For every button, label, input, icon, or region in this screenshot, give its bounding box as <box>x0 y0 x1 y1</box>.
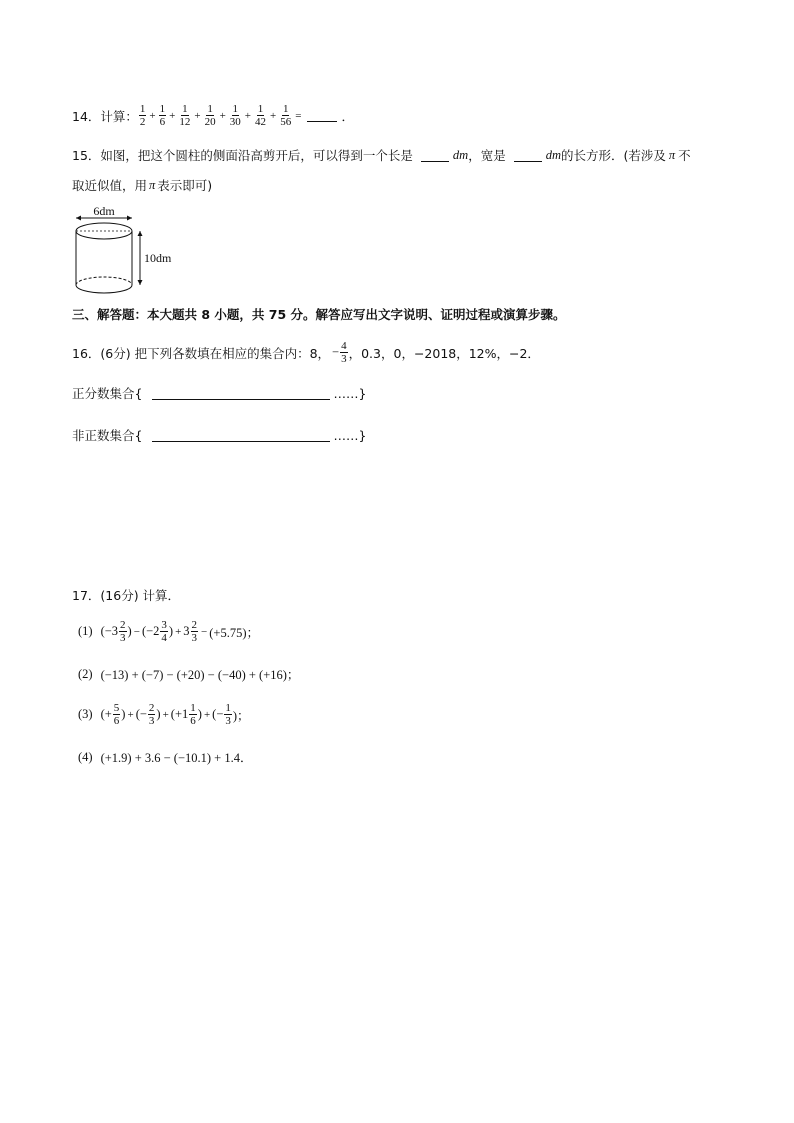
q14-plus: + <box>169 109 176 122</box>
q14-fraction <box>254 103 267 128</box>
cylinder-bottom-back <box>76 277 132 285</box>
q14-frac-num: 1 <box>257 103 264 115</box>
q16-frac-num: 4 <box>341 340 347 352</box>
q14-frac-num: 1 <box>282 103 289 115</box>
q14-fraction <box>204 103 217 128</box>
q17-part-2 <box>78 665 299 683</box>
q14-frac-den: 42 <box>255 116 266 128</box>
q14-end: ． <box>341 108 354 124</box>
q15-text-a: 15．如图，把这个圆柱的侧面沿高剪开后，可以得到一个长是 <box>72 148 413 163</box>
q17-p3-frac-4: $\frac{1}{3}$ <box>225 702 231 727</box>
q14-frac-den: 20 <box>204 116 216 128</box>
q17-p1-frac-3: $\frac{2}{3}$ <box>191 619 198 644</box>
q16-text-b: ，0.3，0，−2018，12%，−2． <box>348 345 540 361</box>
q16-line <box>72 340 540 365</box>
q15-width-blank[interactable] <box>514 149 542 162</box>
q14-frac-num: 1 <box>159 103 166 115</box>
q16-set1-end: ……} <box>333 385 367 401</box>
diameter-arrow-left <box>76 216 81 221</box>
q14-fraction <box>279 103 292 128</box>
q14-frac-den: 2 <box>139 116 146 128</box>
q14-plus: + <box>270 109 277 122</box>
q17-p1-frac-2: $\frac{3}{4}$ <box>161 619 167 644</box>
q14-line <box>72 103 354 128</box>
q16-set1-blank[interactable] <box>152 387 330 400</box>
q16-set-positive-fractions <box>72 384 366 402</box>
q15-line-2 <box>72 176 212 194</box>
q16-set-non-positive <box>72 426 366 444</box>
q14-frac-den: 30 <box>229 116 241 128</box>
q14-fraction <box>139 103 147 128</box>
q15-text-b: ，宽是 <box>468 148 506 163</box>
q17-p4-expr: (+1.9) + 3.6 − (−10.1) + 1.4． <box>100 751 253 765</box>
q14-fraction <box>229 103 242 128</box>
height-arrow-bottom <box>138 280 143 285</box>
q14-fraction <box>178 103 191 128</box>
q14-plus: + <box>194 109 201 122</box>
q14-equals: = <box>295 109 302 122</box>
diameter-label: 6dm <box>93 204 115 218</box>
diameter-arrow-right <box>127 216 132 221</box>
q14-frac-den: 12 <box>179 116 191 128</box>
q16-text-a: 16．(6分) 把下列各数填在相应的集合内：8， <box>72 345 331 361</box>
q14-plus: + <box>219 109 226 122</box>
q16-set1-label: 正分数集合{ <box>72 386 143 401</box>
q17-p1-frac-1: $\frac{2}{3}$ <box>120 619 126 644</box>
q15-text-d: 不 <box>678 148 691 163</box>
q14-frac-num: 1 <box>182 103 188 115</box>
q15-line2-b: 表示即可) <box>157 178 213 193</box>
q17-part-3: (3) (+ $\frac{5}{6}$ ) + (− $\frac{2}{3}$ ) + (+1 $\frac{1}{6}$ ) + (− $\frac{1}{3}$ )； <box>78 702 250 727</box>
q14-frac-den: 6 <box>159 116 166 128</box>
q17-p3-frac-3: $\frac{1}{6}$ <box>190 702 196 727</box>
q15-text-c: 的长方形．(若涉及 <box>561 148 666 163</box>
q14-plus: + <box>149 109 156 122</box>
q17-p3-frac-1: $\frac{5}{6}$ <box>113 702 120 727</box>
section-3-title: 三、解答题：本大题共 8 小题，共 75 分。解答应写出文字说明、证明过程或演算步骤。 <box>72 307 566 322</box>
q16-frac-den: 3 <box>341 353 347 365</box>
q17-part-1: (1) (−3 $\frac{2}{3}$ ) − (−2 $\frac{3}{4}$ ) + 3 $\frac{2}{3}$ − (+5.75)； <box>78 619 260 644</box>
q16-set2-blank[interactable] <box>152 429 330 442</box>
q16-set2-label: 非正数集合{ <box>72 428 143 443</box>
height-arrow-top <box>138 231 143 236</box>
q14-frac-num: 1 <box>139 103 146 115</box>
q16-frac-sign: − <box>332 345 340 359</box>
q14-label: 14．计算： <box>72 108 138 124</box>
q16-fraction <box>340 340 348 365</box>
q17-p4-label: (4) <box>78 749 93 764</box>
q17-part-4 <box>78 748 252 766</box>
q17-title: 17．(16分) 计算． <box>72 588 181 603</box>
q14-expression <box>138 103 293 128</box>
q17-p3-frac-2: $\frac{2}{3}$ <box>148 702 155 727</box>
q15-length-blank[interactable] <box>421 149 449 162</box>
q17-p2-expr: (−13) + (−7) − (+20) − (−40) + (+16)； <box>100 668 300 682</box>
q15-line2-a: 取近似值，用 <box>72 178 148 193</box>
cylinder-figure <box>70 200 180 300</box>
q16-set2-end: ……} <box>333 427 367 443</box>
q15-line-1 <box>72 146 691 164</box>
q15-pi-2: π <box>149 177 156 192</box>
q14-fraction <box>159 103 167 128</box>
q14-answer-blank[interactable] <box>307 109 337 122</box>
cylinder-bottom-front <box>76 285 132 293</box>
q14-frac-num: 1 <box>232 103 239 115</box>
q17-p1-label: (1) <box>78 624 93 638</box>
q15-unit-1: dm <box>452 147 469 162</box>
q17-p2-label: (2) <box>78 666 93 681</box>
q14-frac-num: 1 <box>207 103 213 115</box>
q15-pi-1: π <box>668 147 676 162</box>
q14-frac-den: 56 <box>280 116 292 128</box>
q14-plus: + <box>244 109 251 122</box>
q17-p3-label: (3) <box>78 707 93 721</box>
q15-unit-2: dm <box>545 147 561 162</box>
height-label: 10dm <box>144 251 172 265</box>
